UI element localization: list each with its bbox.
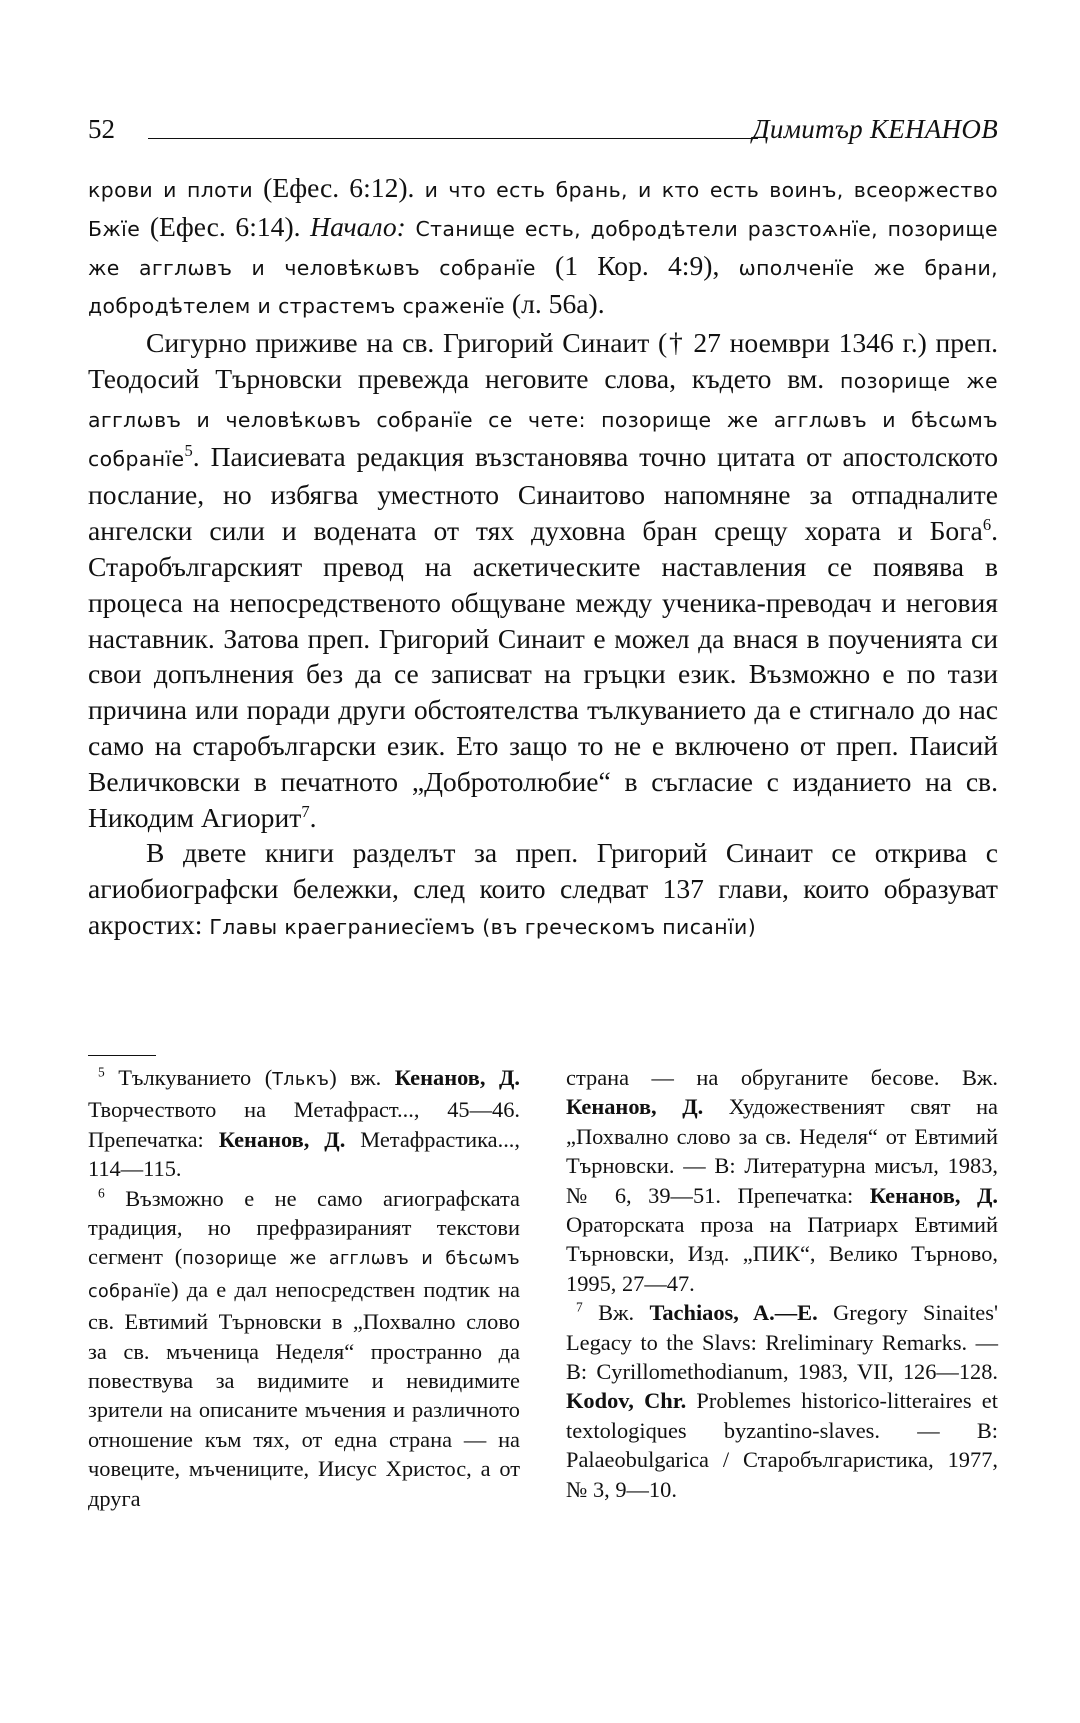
text-run: Метафрастика..., 114—115. xyxy=(88,1126,520,1182)
text-run: Gregory Sinaites' Legacy to the Slavs: Rreliminary Remarks. — B: Cyrillomethodianum, 1983, VII, 126—128. xyxy=(566,1300,998,1385)
text-run: (1 Кор. 4:9), xyxy=(555,249,720,281)
text-run: ) да е дал непосредствен подтик на св. Евтимий Търновски в „Похвално слово за св. мъченица Неделя“ пространно да повествува за видимите и невидимите зрители на описаните мъчения и различното отношение към тях, от една страна — на човеците, мъчениците, Иисус Христос, а от друга xyxy=(88,1276,520,1511)
footnote-ref: 5 xyxy=(184,440,193,460)
text-run: Problemes historico-litteraires et textologiques byzantino-slaves. — B: Palaeobulgarica / Старобългаристика, 1977, № 3, 9—10. xyxy=(566,1388,998,1502)
body-text xyxy=(88,170,998,946)
footnote-6-continued xyxy=(566,1063,998,1298)
text-run: . Старобългарският превод на аскетическите наставления се появява в процеса на непосредственото общуване между ученика-преводач и неговия наставник. Затова преп. Григорий Синаит е можел да внася в поученията си свои допълнения без да се записват на гръцки език. Възможно е по тази причина или поради други обстоятелства тълкуванието да е стигнало до нас само на старобългарски език. Ето защо то не е включено от преп. Паисий Величковски в печатното „Добротолюбие“ в съгласие с изданието на св. Никодим Агиорит xyxy=(88,515,998,833)
footnote-mark: 5 xyxy=(98,1064,105,1080)
footnote-5 xyxy=(88,1063,520,1184)
footnote-6 xyxy=(88,1184,520,1513)
church-slavonic-text: ѡполченїе же брани, добродѣтелем и страстемъ сраженїе xyxy=(88,255,999,319)
footnote-ref: 7 xyxy=(301,801,310,821)
author-name: Kodov, Chr. xyxy=(566,1388,687,1414)
church-slavonic-text: Тлькъ xyxy=(272,1070,330,1090)
text-run: (л. 56а). xyxy=(511,288,605,320)
text-run: . Паисиевата редакция възстановява точно цитата от апостолското послание, но избягва уместното Синаитово напомняне за отпадналите ангелски сили и водената от тях духовна бран срещу хората и Бога xyxy=(88,440,998,547)
author-name: Кенанов, Д. xyxy=(218,1126,346,1152)
paragraph-1 xyxy=(88,170,998,325)
footnotes-right-column xyxy=(566,1063,998,1504)
author-name: Кенанов, Д. xyxy=(566,1094,704,1120)
church-slavonic-text: крови и плоти xyxy=(88,178,253,202)
text-run: Творчеството на Метафраст..., 45—46. Препечатка: xyxy=(88,1097,520,1152)
church-slavonic-text: позорище же агглѡвъ и бѣсѡмъ собранїе xyxy=(88,1249,521,1302)
page-number: 52 xyxy=(88,114,115,144)
footnote-mark: 7 xyxy=(576,1299,583,1315)
footnote-7 xyxy=(566,1298,998,1504)
author-name: Кенанов, xyxy=(394,1065,486,1090)
paragraph-3 xyxy=(88,835,998,945)
text-run: Сигурно приживе на св. Григорий Синаит († 27 ноември 1346 г.) преп. Теодосий Търновски превежда неговите слова, където вм. xyxy=(88,327,998,394)
text-run: Възможно е не само агиографската традиция, но префразираният текстови сегмент ( xyxy=(88,1185,520,1270)
footnotes-left-column xyxy=(88,1063,520,1513)
text-run: ) вж. xyxy=(329,1065,382,1090)
church-slavonic-text: Станище есть, добродѣтели разстоѧнїе, позорище же агглѡвъ и человѣкѡвъ собранїе xyxy=(88,216,998,280)
text-run: В двете книги разделът за преп. Григорий Синаит се открива с агиобиографски бележки, след които следват 137 глави, които образуват акростих: xyxy=(88,837,998,940)
author-name: Tachiaos, A.—E. xyxy=(649,1300,818,1326)
author-initial: Д. xyxy=(498,1065,520,1090)
author-name: Кенанов, Д. xyxy=(869,1182,998,1208)
text-run: Вж. xyxy=(598,1300,635,1326)
text-run: Ораторската проза на Патриарх Евтимий Търновски, Изд. „ПИК“, Велико Търново, 1995, 27—47. xyxy=(566,1212,998,1296)
italic-label: Начало: xyxy=(310,210,406,242)
church-slavonic-text: позорище же агглѡвъ и человѣкѡвъ собранїе се чете: позорище же агглѡвъ и бѣсѡмъ собранїе xyxy=(88,368,998,471)
header-rule xyxy=(148,138,758,139)
footnote-rule xyxy=(88,1055,156,1056)
footnote-ref: 6 xyxy=(982,514,992,534)
text-run: Тълкуванието ( xyxy=(118,1065,273,1090)
text-run: (Ефес. 6:14). xyxy=(149,210,301,242)
text-run: страна — на обруганите бесове. Вж. xyxy=(566,1065,998,1090)
text-run: Художественият свят на „Похвално слово за св. Неделя“ от Евтимий Търновски. — В: Литературна мисъл, 1983, № 6, 39—51. Препечатка: xyxy=(566,1094,998,1208)
paragraph-2 xyxy=(88,325,998,835)
running-title: Димитър КЕНАНОВ xyxy=(752,114,998,144)
text-run: (Ефес. 6:12). xyxy=(263,172,415,203)
text-run: . xyxy=(309,801,317,833)
church-slavonic-text: и что есть брань, и кто есть воинъ, всеоржество Бжїе xyxy=(88,178,998,241)
footnote-mark: 6 xyxy=(98,1185,105,1201)
church-slavonic-text: Главы краеграниесїемъ (въ греческомъ писанїи) xyxy=(209,914,757,939)
